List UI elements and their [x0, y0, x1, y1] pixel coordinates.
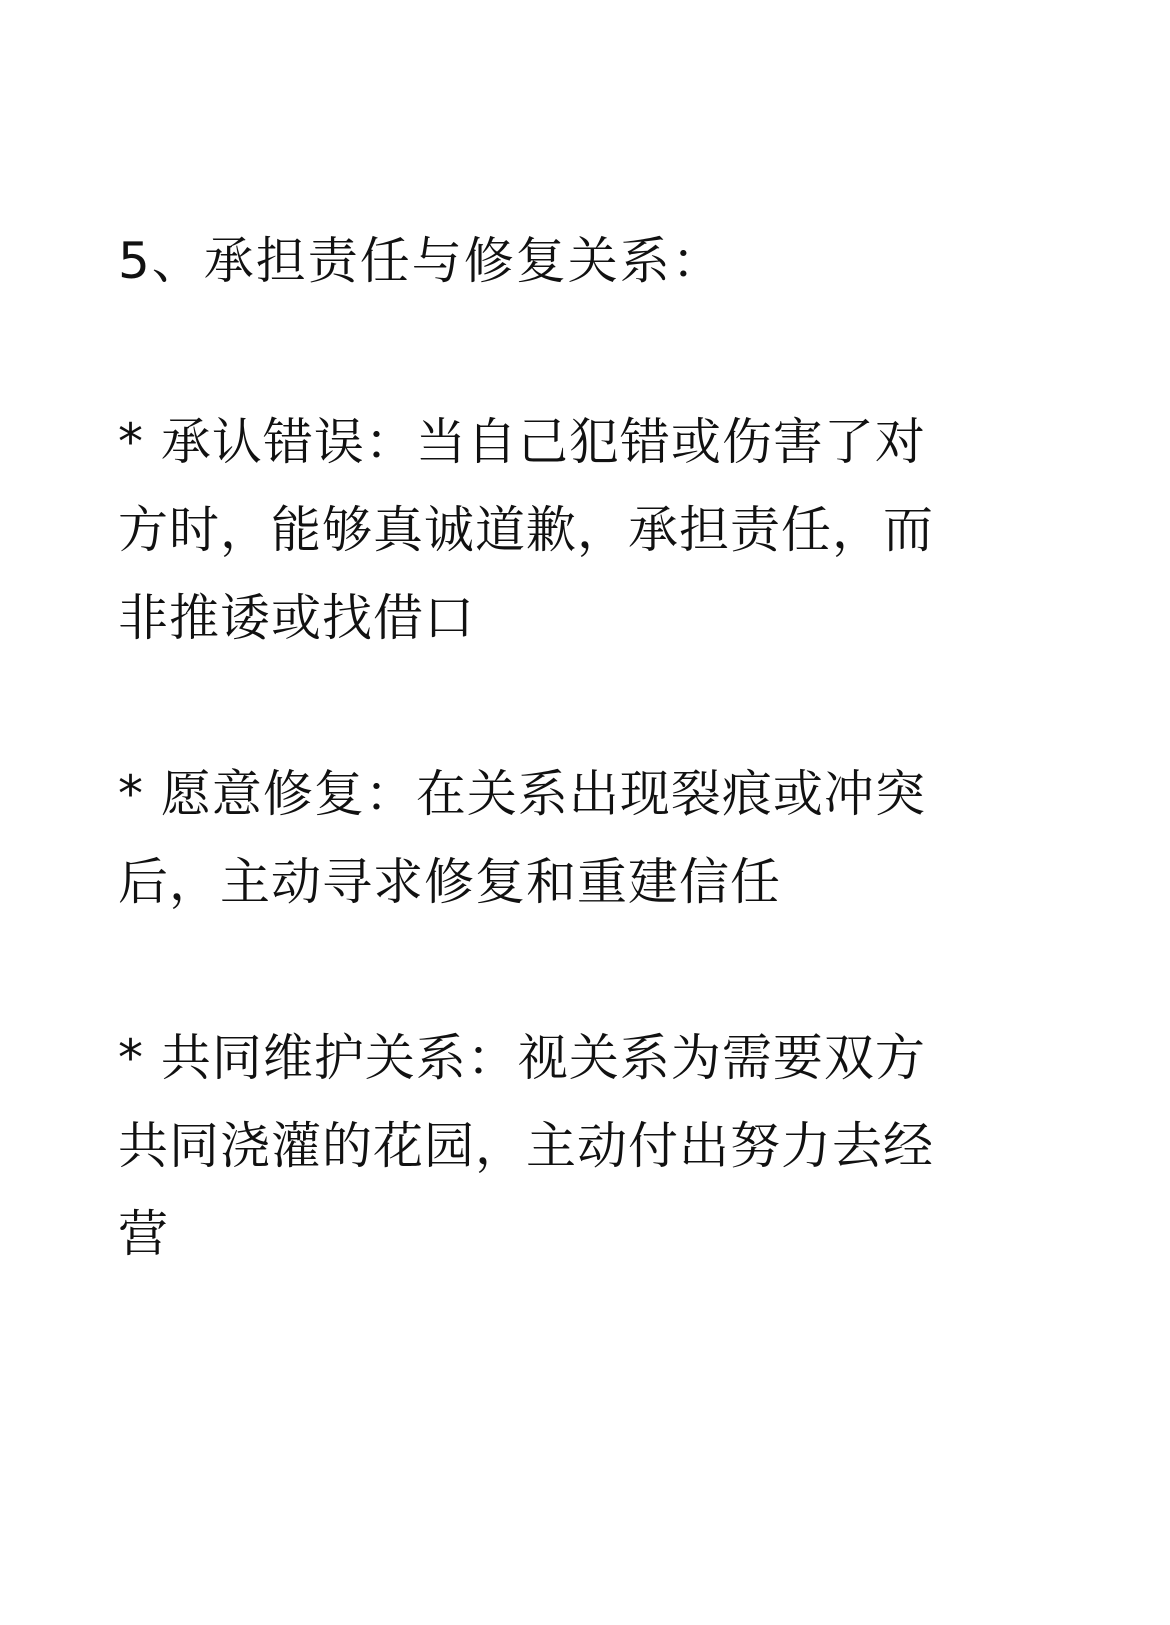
section-heading: 5、承担责任与修复关系： [118, 232, 724, 290]
bullet-line: 共同浇灌的花园，主动付出努力去经 [118, 1117, 934, 1175]
bullet-line: 方时，能够真诚道歉，承担责任，而 [118, 501, 934, 559]
bullet-line: 营 [118, 1205, 169, 1263]
bullet-maintain-relationship [118, 1014, 1058, 1278]
bullet-line: * 愿意修复：在关系出现裂痕或冲突 [118, 765, 926, 823]
bullet-line: 非推诿或找借口 [118, 589, 475, 647]
bullet-line: 后，主动寻求修复和重建信任 [118, 853, 781, 911]
bullet-admit-mistakes [118, 398, 1058, 662]
bullet-line: * 共同维护关系：视关系为需要双方 [118, 1029, 926, 1087]
bullet-line: * 承认错误：当自己犯错或伤害了对 [118, 413, 926, 471]
bullet-willing-to-repair [118, 750, 1058, 926]
